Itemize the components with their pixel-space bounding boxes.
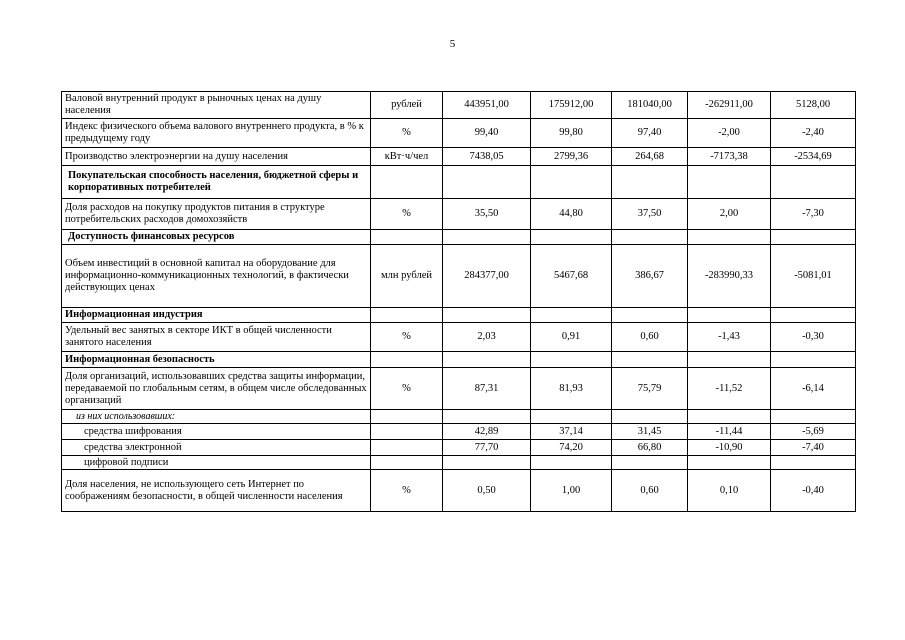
- row-label: средства электронной: [62, 440, 371, 456]
- value-cell-v2: 175912,00: [531, 92, 612, 119]
- value-cell-v5: [771, 230, 856, 245]
- value-cell-v1: 2,03: [443, 323, 531, 352]
- value-cell-v5: -0,40: [771, 470, 856, 512]
- value-cell-v3: [612, 410, 688, 424]
- value-cell-v1: 87,31: [443, 368, 531, 410]
- value-cell-v1: 35,50: [443, 199, 531, 230]
- unit-cell: [371, 424, 443, 440]
- value-cell-v5: [771, 166, 856, 199]
- value-cell-v4: [688, 456, 771, 470]
- value-cell-v1: 7438,05: [443, 148, 531, 166]
- value-cell-v2: [531, 308, 612, 323]
- unit-cell: [371, 352, 443, 368]
- unit-cell: %: [371, 119, 443, 148]
- value-cell-v1: [443, 308, 531, 323]
- row-label: средства шифрования: [62, 424, 371, 440]
- value-cell-v2: 37,14: [531, 424, 612, 440]
- value-cell-v5: -5081,01: [771, 245, 856, 308]
- value-cell-v4: -11,44: [688, 424, 771, 440]
- table-row: [62, 440, 856, 456]
- indicators-table: [61, 91, 856, 512]
- value-cell-v5: -6,14: [771, 368, 856, 410]
- unit-cell: [371, 456, 443, 470]
- value-cell-v4: 0,10: [688, 470, 771, 512]
- value-cell-v2: [531, 456, 612, 470]
- table-row: [62, 148, 856, 166]
- row-label: Производство электроэнергии на душу населения: [62, 148, 371, 166]
- value-cell-v2: 99,80: [531, 119, 612, 148]
- value-cell-v1: [443, 230, 531, 245]
- value-cell-v2: 5467,68: [531, 245, 612, 308]
- row-label: Информационная безопасность: [62, 352, 371, 368]
- value-cell-v5: [771, 308, 856, 323]
- value-cell-v4: -10,90: [688, 440, 771, 456]
- value-cell-v3: [612, 166, 688, 199]
- value-cell-v4: 2,00: [688, 199, 771, 230]
- value-cell-v4: -7173,38: [688, 148, 771, 166]
- table-row: [62, 410, 856, 424]
- value-cell-v5: -2534,69: [771, 148, 856, 166]
- value-cell-v2: 0,91: [531, 323, 612, 352]
- row-label: цифровой подписи: [62, 456, 371, 470]
- value-cell-v3: [612, 352, 688, 368]
- value-cell-v2: [531, 410, 612, 424]
- unit-cell: [371, 410, 443, 424]
- page-number: 5: [449, 38, 456, 50]
- value-cell-v3: 97,40: [612, 119, 688, 148]
- value-cell-v1: [443, 410, 531, 424]
- table-row: [62, 456, 856, 470]
- unit-cell: млн рублей: [371, 245, 443, 308]
- unit-cell: %: [371, 368, 443, 410]
- unit-cell: кВт·ч/чел: [371, 148, 443, 166]
- table-row: [62, 199, 856, 230]
- value-cell-v3: 37,50: [612, 199, 688, 230]
- value-cell-v2: 74,20: [531, 440, 612, 456]
- value-cell-v3: 66,80: [612, 440, 688, 456]
- value-cell-v4: -262911,00: [688, 92, 771, 119]
- value-cell-v2: 1,00: [531, 470, 612, 512]
- value-cell-v5: -5,69: [771, 424, 856, 440]
- table-row: [62, 424, 856, 440]
- row-label: Информационная индустрия: [62, 308, 371, 323]
- row-label: Доля расходов на покупку продуктов питания в структуре потребительских расходов домохозяйств: [62, 199, 371, 230]
- value-cell-v2: 44,80: [531, 199, 612, 230]
- unit-cell: [371, 308, 443, 323]
- value-cell-v4: [688, 410, 771, 424]
- unit-cell: [371, 440, 443, 456]
- value-cell-v3: 75,79: [612, 368, 688, 410]
- unit-cell: [371, 230, 443, 245]
- unit-cell: %: [371, 323, 443, 352]
- row-label: из них использовавших:: [62, 410, 371, 424]
- value-cell-v4: [688, 308, 771, 323]
- table-row: [62, 368, 856, 410]
- table-row: [62, 470, 856, 512]
- row-label: Покупательская способность населения, бюджетной сферы и корпоративных потребителей: [62, 166, 371, 199]
- row-label: Валовой внутренний продукт в рыночных ценах на душу населения: [62, 92, 371, 119]
- value-cell-v5: [771, 352, 856, 368]
- unit-cell: %: [371, 470, 443, 512]
- value-cell-v4: [688, 230, 771, 245]
- value-cell-v3: 0,60: [612, 470, 688, 512]
- value-cell-v1: 443951,00: [443, 92, 531, 119]
- unit-cell: %: [371, 199, 443, 230]
- value-cell-v1: 284377,00: [443, 245, 531, 308]
- unit-cell: рублей: [371, 92, 443, 119]
- value-cell-v3: 0,60: [612, 323, 688, 352]
- value-cell-v4: -2,00: [688, 119, 771, 148]
- row-label: Доля организаций, использовавших средства защиты информации, передаваемой по глобальным сетям, в общем числе обследованных организаций: [62, 368, 371, 410]
- row-label: Доля населения, не использующего сеть Интернет по соображениям безопасности, в общей численности населения: [62, 470, 371, 512]
- value-cell-v3: 31,45: [612, 424, 688, 440]
- value-cell-v2: [531, 352, 612, 368]
- table-row: [62, 245, 856, 308]
- value-cell-v3: [612, 308, 688, 323]
- table-row: [62, 323, 856, 352]
- value-cell-v5: [771, 456, 856, 470]
- value-cell-v1: 0,50: [443, 470, 531, 512]
- table-row: [62, 166, 856, 199]
- table-row: [62, 92, 856, 119]
- unit-cell: [371, 166, 443, 199]
- value-cell-v4: [688, 166, 771, 199]
- value-cell-v4: [688, 352, 771, 368]
- table-row: [62, 230, 856, 245]
- value-cell-v4: -11,52: [688, 368, 771, 410]
- value-cell-v3: [612, 456, 688, 470]
- row-label: Удельный вес занятых в секторе ИКТ в общей численности занятого населения: [62, 323, 371, 352]
- value-cell-v4: -283990,33: [688, 245, 771, 308]
- value-cell-v1: [443, 456, 531, 470]
- value-cell-v5: -7,40: [771, 440, 856, 456]
- value-cell-v1: 42,89: [443, 424, 531, 440]
- value-cell-v3: [612, 230, 688, 245]
- value-cell-v5: -0,30: [771, 323, 856, 352]
- row-label: Объем инвестиций в основной капитал на оборудование для информационно-коммуникационных технологий, в фактически действующих ценах: [62, 245, 371, 308]
- value-cell-v5: [771, 410, 856, 424]
- table-row: [62, 308, 856, 323]
- row-label: Доступность финансовых ресурсов: [62, 230, 371, 245]
- value-cell-v1: 77,70: [443, 440, 531, 456]
- value-cell-v2: [531, 230, 612, 245]
- table-row: [62, 119, 856, 148]
- value-cell-v5: -2,40: [771, 119, 856, 148]
- table-row: [62, 352, 856, 368]
- value-cell-v2: 2799,36: [531, 148, 612, 166]
- value-cell-v2: 81,93: [531, 368, 612, 410]
- value-cell-v4: -1,43: [688, 323, 771, 352]
- value-cell-v3: 264,68: [612, 148, 688, 166]
- value-cell-v1: 99,40: [443, 119, 531, 148]
- value-cell-v2: [531, 166, 612, 199]
- value-cell-v3: 386,67: [612, 245, 688, 308]
- value-cell-v5: 5128,00: [771, 92, 856, 119]
- value-cell-v1: [443, 352, 531, 368]
- row-label: Индекс физического объема валового внутреннего продукта, в % к предыдущему году: [62, 119, 371, 148]
- value-cell-v5: -7,30: [771, 199, 856, 230]
- value-cell-v3: 181040,00: [612, 92, 688, 119]
- value-cell-v1: [443, 166, 531, 199]
